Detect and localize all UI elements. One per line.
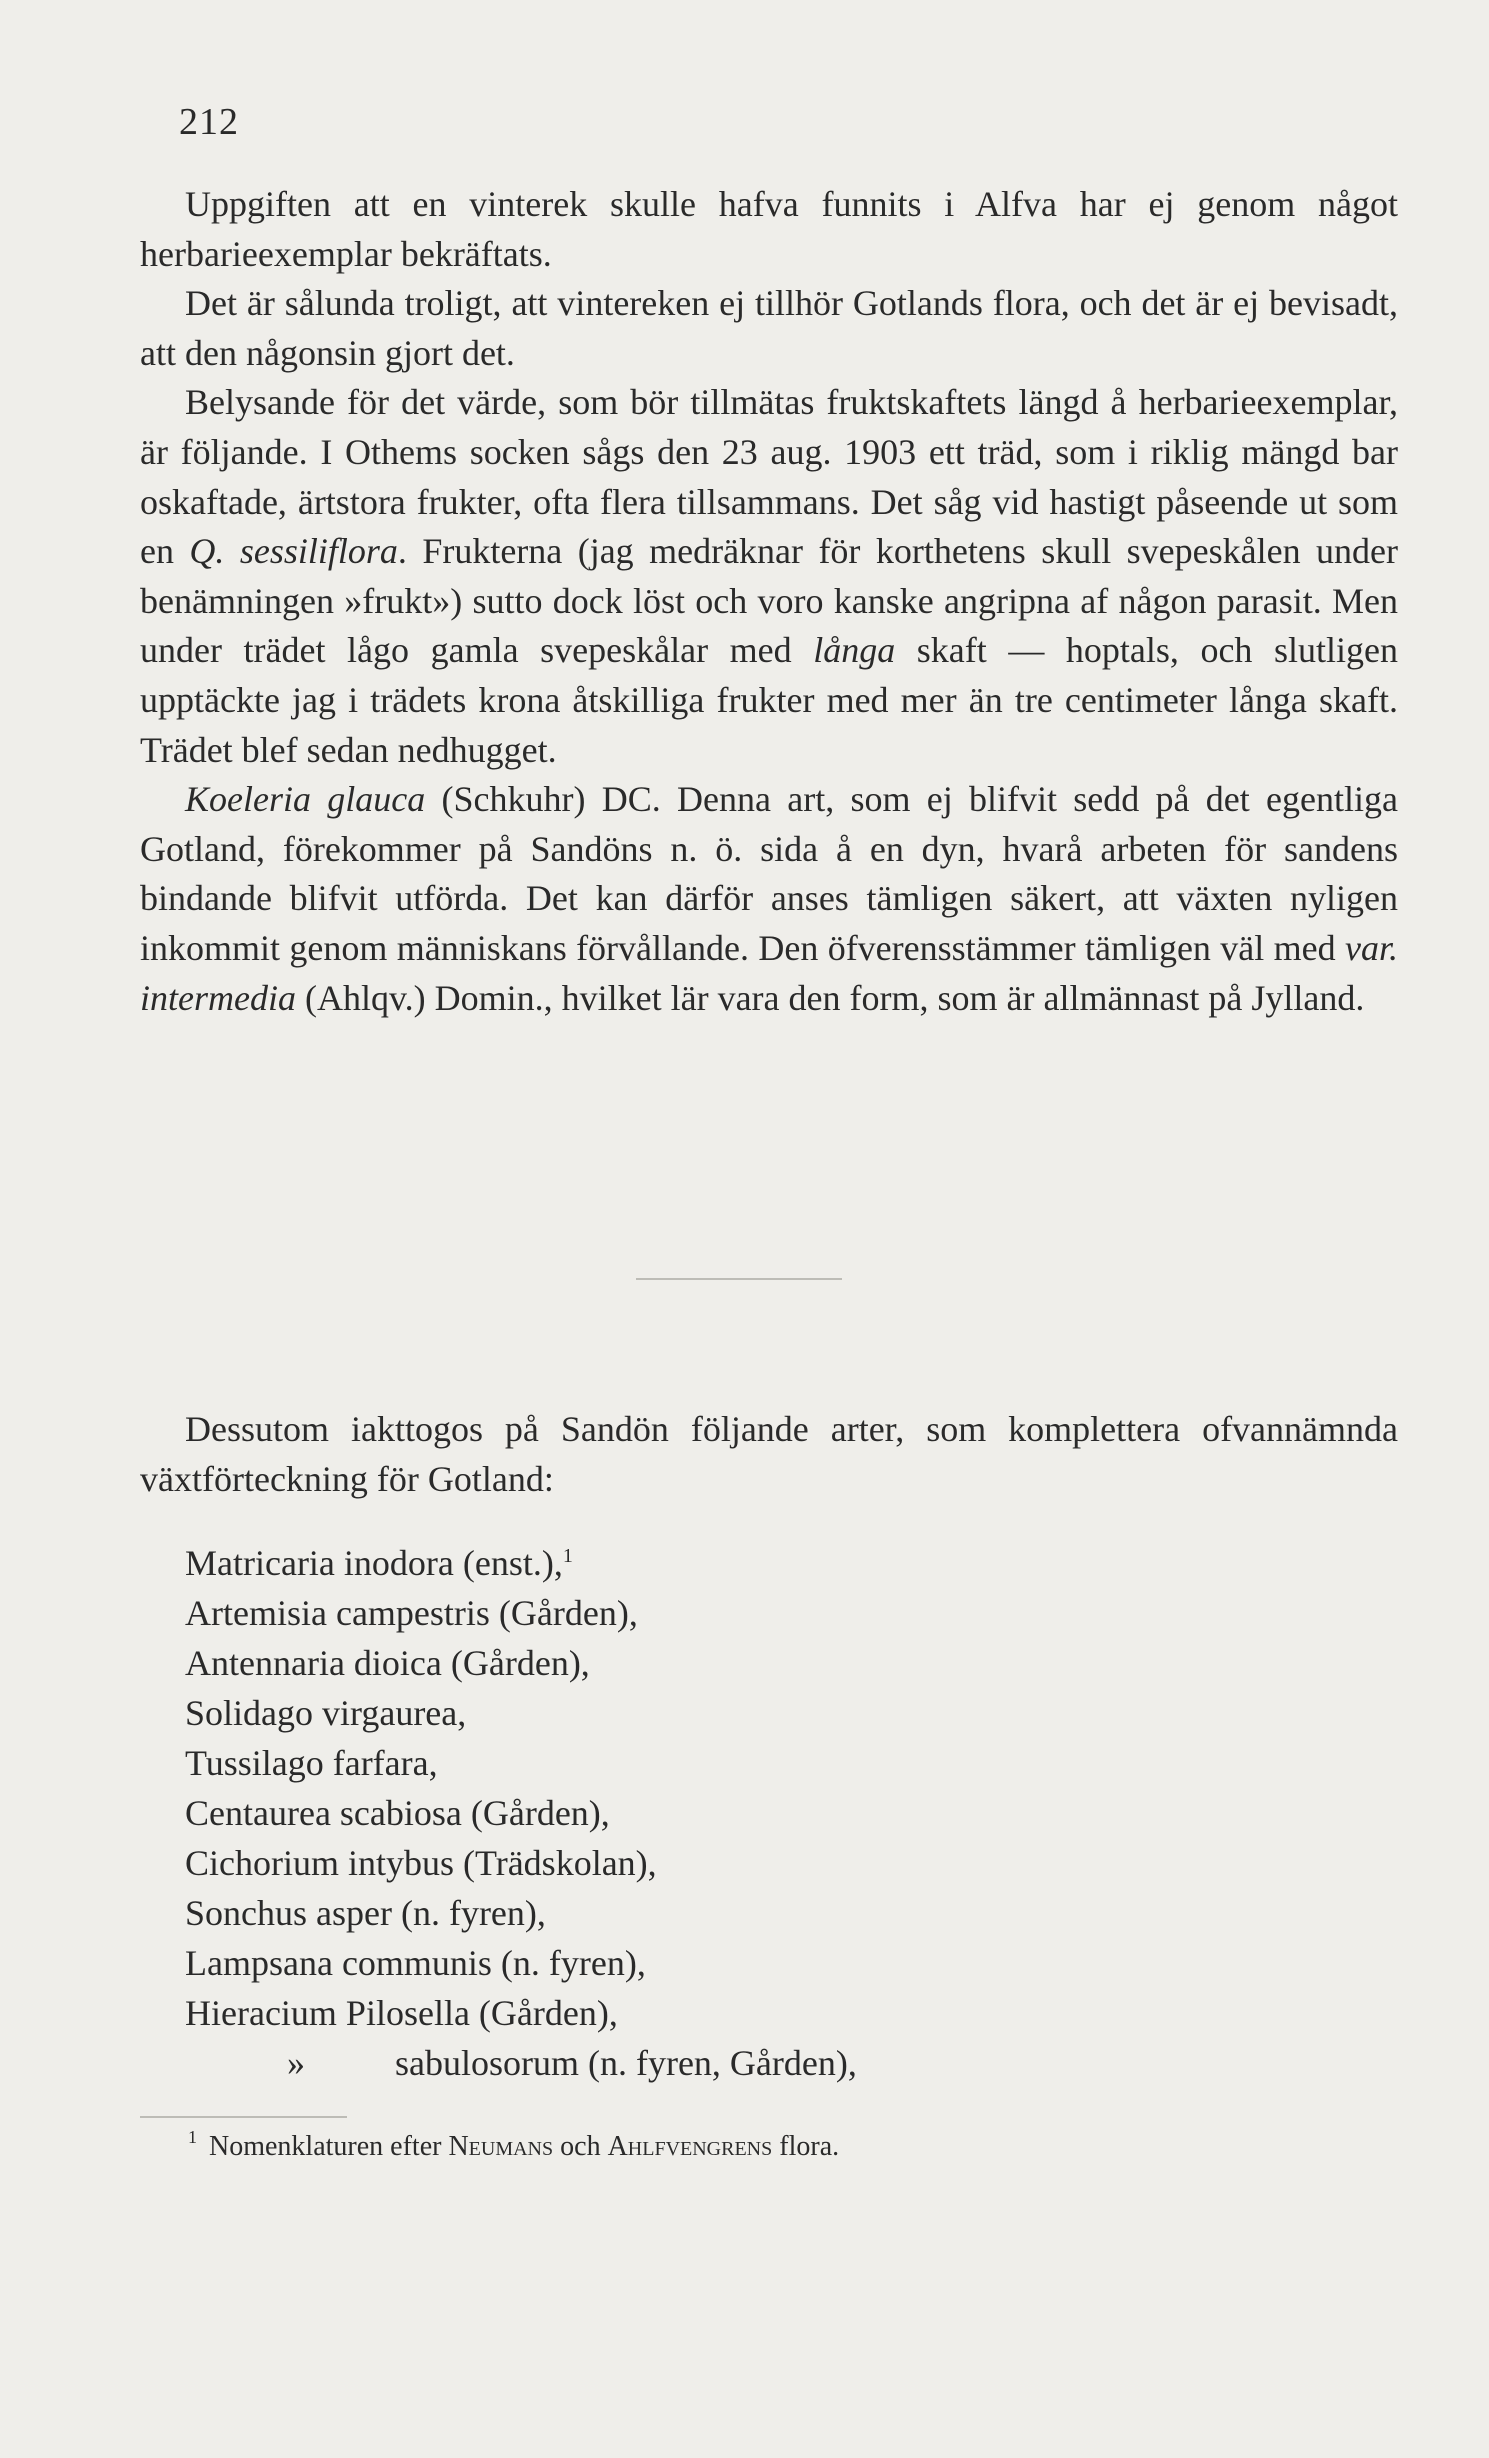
paragraph [140, 279, 1398, 378]
list-item: Sonchus asper (n. fyren), [185, 1893, 546, 1933]
species-name-italic: Koeleria glauca [185, 779, 426, 820]
text-run: (Schkuhr) DC. Denna art, som ej blifvit sedd på det egentliga Gotland, förekommer på Sandöns n. ö. sida å en dyn, hvarå arbeten för sandens bindande blifvit utförda. Det kan därför anses tämligen säkert, att växten nyligen inkommit genom människans förvållande. Den öfverensstämmer tämligen väl med [140, 779, 1398, 968]
intro-paragraph: Dessutom iakttogos på Sandön följande arter, som komplettera ofvannämnda växtförteckning för Gotland: [140, 1409, 1398, 1499]
variety-name-italic: var. intermedia [140, 927, 1398, 1018]
species-list [185, 1538, 857, 2088]
list-item: Cichorium intybus (Trädskolan), [185, 1843, 657, 1883]
footnote: $^1$ Nomenklaturen efter Neumans och Ahlfvengrens flora. [188, 2127, 840, 2162]
text-run: . Frukterna (jag medräknar för korthetens skull svepeskålen under benämningen »frukt») sutto dock löst och voro kanske angripna af någon parasit. Men under trädet lågo gamla svepeskålar med [140, 531, 1399, 671]
list-item: Matricaria inodora (enst.),$^1$ [185, 1543, 573, 1583]
text-run: skaft — hoptals, och slutligen upptäckte jag i trädets krona åtskilliga frukter med mer än tre centimeter långa skaft. Trädet blef sedan nedhugget. [140, 630, 1398, 770]
page-number: 212 [179, 101, 239, 143]
text-run: (Ahlqv.) Domin., hvilket lär vara den form, som är allmännast på Jylland. [295, 977, 1365, 1018]
author-name: Neumans [448, 2131, 554, 2162]
list-item: Lampsana communis (n. fyren), [185, 1943, 646, 1983]
list-item: Tussilago farfara, [185, 1743, 438, 1783]
list-item: Hieracium Pilosella (Gården), [185, 1993, 618, 2033]
section-divider [636, 1278, 842, 1280]
author-name: Ahlfvengrens [607, 2131, 773, 2162]
text-run: Det är sålunda troligt, att vintereken ej tillhör Gotlands flora, och det är ej bevisadt, att den någonsin gjort det. [140, 283, 1398, 373]
species-name-italic: Q. sessiliflora [189, 531, 398, 572]
footnote-divider [140, 2116, 347, 2118]
list-item: Centaurea scabiosa (Gården), [185, 1793, 610, 1833]
text-run: Belysande för det värde, som bör tillmätas fruktskaftets längd å herbarieexemplar, är följande. I Othems socken sågs den 23 aug. 1903 ett träd, som i riklig mängd bar oskaftade, ärtstora frukter, ofta flera tillsammans. Det såg vid hastigt påseende ut som en [140, 382, 1398, 572]
list-item: Solidago virgaurea, [185, 1693, 467, 1733]
footnote-marker: 1 [562, 1545, 573, 1567]
paragraph [140, 775, 1398, 1023]
section-intro [140, 1405, 1398, 1504]
paragraph [140, 180, 1398, 279]
list-item: Artemisia campestris (Gården), [185, 1593, 638, 1633]
footnote-marker: 1 [188, 2127, 197, 2147]
ditto-mark: » [287, 2043, 305, 2083]
emphasis-italic: långa [813, 630, 896, 671]
paragraph [140, 378, 1398, 775]
list-item: Antennaria dioica (Gården), [185, 1643, 590, 1683]
list-item: » sabulosorum (n. fyren, Gården), [185, 2038, 857, 2088]
text-run: Uppgiften att en vinterek skulle hafva funnits i Alfva har ej genom något herbarieexemplar bekräftats. [140, 184, 1398, 274]
body-text [140, 180, 1398, 1023]
